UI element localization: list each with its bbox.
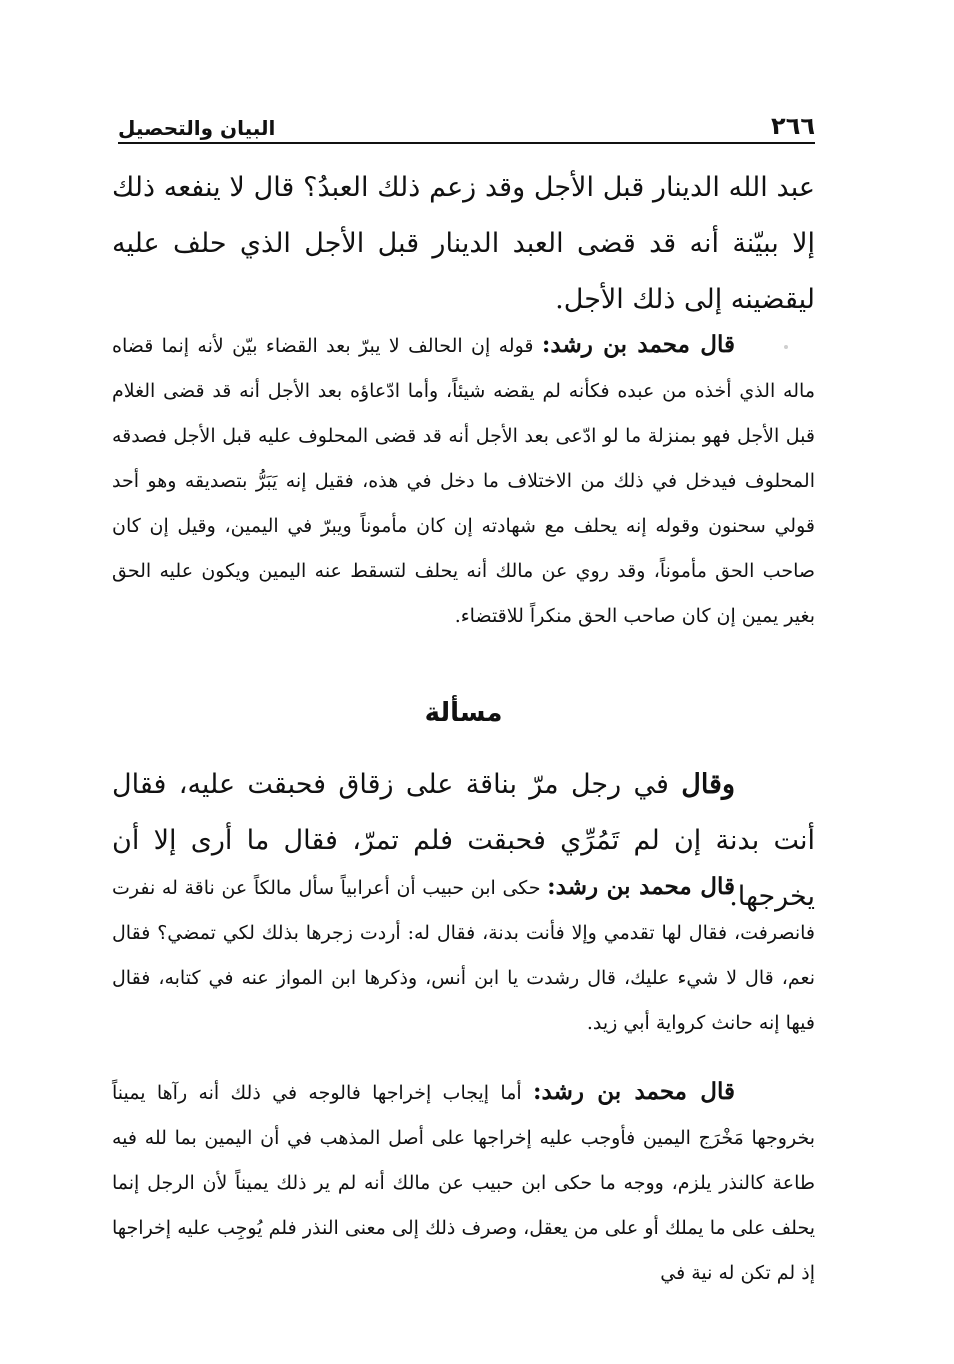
section-heading: مسألة — [424, 698, 503, 728]
commentary-paragraph-2 — [112, 864, 815, 1046]
commentary-paragraph-3 — [112, 1069, 815, 1296]
issue-text: في رجل مرّ بناقة على زقاق فحبقت عليه، فقال أنت بدنة إن لم تَمُرِّي فحبقت فلم تمرّ، فقال ما أرى إلا أن يخرجها. — [112, 769, 815, 912]
commentary-text: حكى ابن حبيب أن أعرابياً سأل مالكاً عن ناقة له نفرت فانصرفت، فقال لها تقدمي وإلا فأنت بدنة، فقال له: أردت زجرها بذلك لكي تمضي؟ فقال نعم، قال لا شيء عليك، قال رشدت يا ابن أنس، وذكرها ابن المواز عنه في كتابه، فقال فيها إنه حانث كرواية أبي زيد. — [112, 877, 815, 1034]
commentary-text: أما إيجاب إخراجها فالوجه في ذلك أنه رآها يميناً بخروجها مَخْرَج اليمين فأوجب عليه إخراجها على أصل المذهب في أن اليمين بما لله فيه طاعة كالنذر يلزم، ووجه ما حكى ابن حبيب عن مالك أنه لم ير ذلك يميناً لأن الرجل إنما يحلف على ما يملك أو على من يعقل، وصرف ذلك إلى معنى النذر فلم يُوجِب عليه إخراجها إذ لم تكن له نية في — [112, 1082, 815, 1284]
issue-lead: وقال — [681, 769, 735, 800]
commentator-label: قال محمد بن رشد: — [547, 873, 735, 900]
page-header — [118, 96, 815, 144]
commentator-label: قال محمد بن رشد: — [533, 1078, 736, 1105]
commentary-text: قوله إن الحالف لا يبرّ بعد القضاء بيّن لأنه إنما قضاه ماله الذي أخذه من عبده فكأنه لم يقضه شيئاً، وأما ادّعاؤه بعد الأجل أنه قد قضى الغلام قبل الأجل فهو بمنزلة ما لو ادّعى بعد الأجل أنه قد قضى المحلوف عليه قبل الأجل فصدقه المحلوف فيدخل في ذلك من الاختلاف ما دخل في هذه، فقيل إنه يَبَرُّ بتصديقه وهو أحد قولي سحنون وقوله إنه يحلف مع شهادته إن كان مأموناً ويبرّ في اليمين، وقيل إن كان صاحب الحق مأموناً، وقد روي عن مالك أنه يحلف لتسقط عنه اليمين ويكون عليه الحق بغير يمين إن كان صاحب الحق منكراً للاقتضاء. — [112, 335, 815, 627]
page-number: ٢٦٦ — [771, 112, 815, 140]
running-title: البيان والتحصيل — [118, 116, 276, 140]
paragraph-continuation: عبد الله الدينار قبل الأجل وقد زعم ذلك العبدُ؟ قال لا ينفعه ذلك إلا ببيّنة أنه قد قضى العبد الدينار قبل الأجل الذي حلف عليه ليقضينه إلى ذلك الأجل. — [112, 172, 815, 315]
commentary-paragraph-1 — [112, 322, 815, 639]
commentator-label: قال محمد بن رشد: — [541, 331, 735, 358]
